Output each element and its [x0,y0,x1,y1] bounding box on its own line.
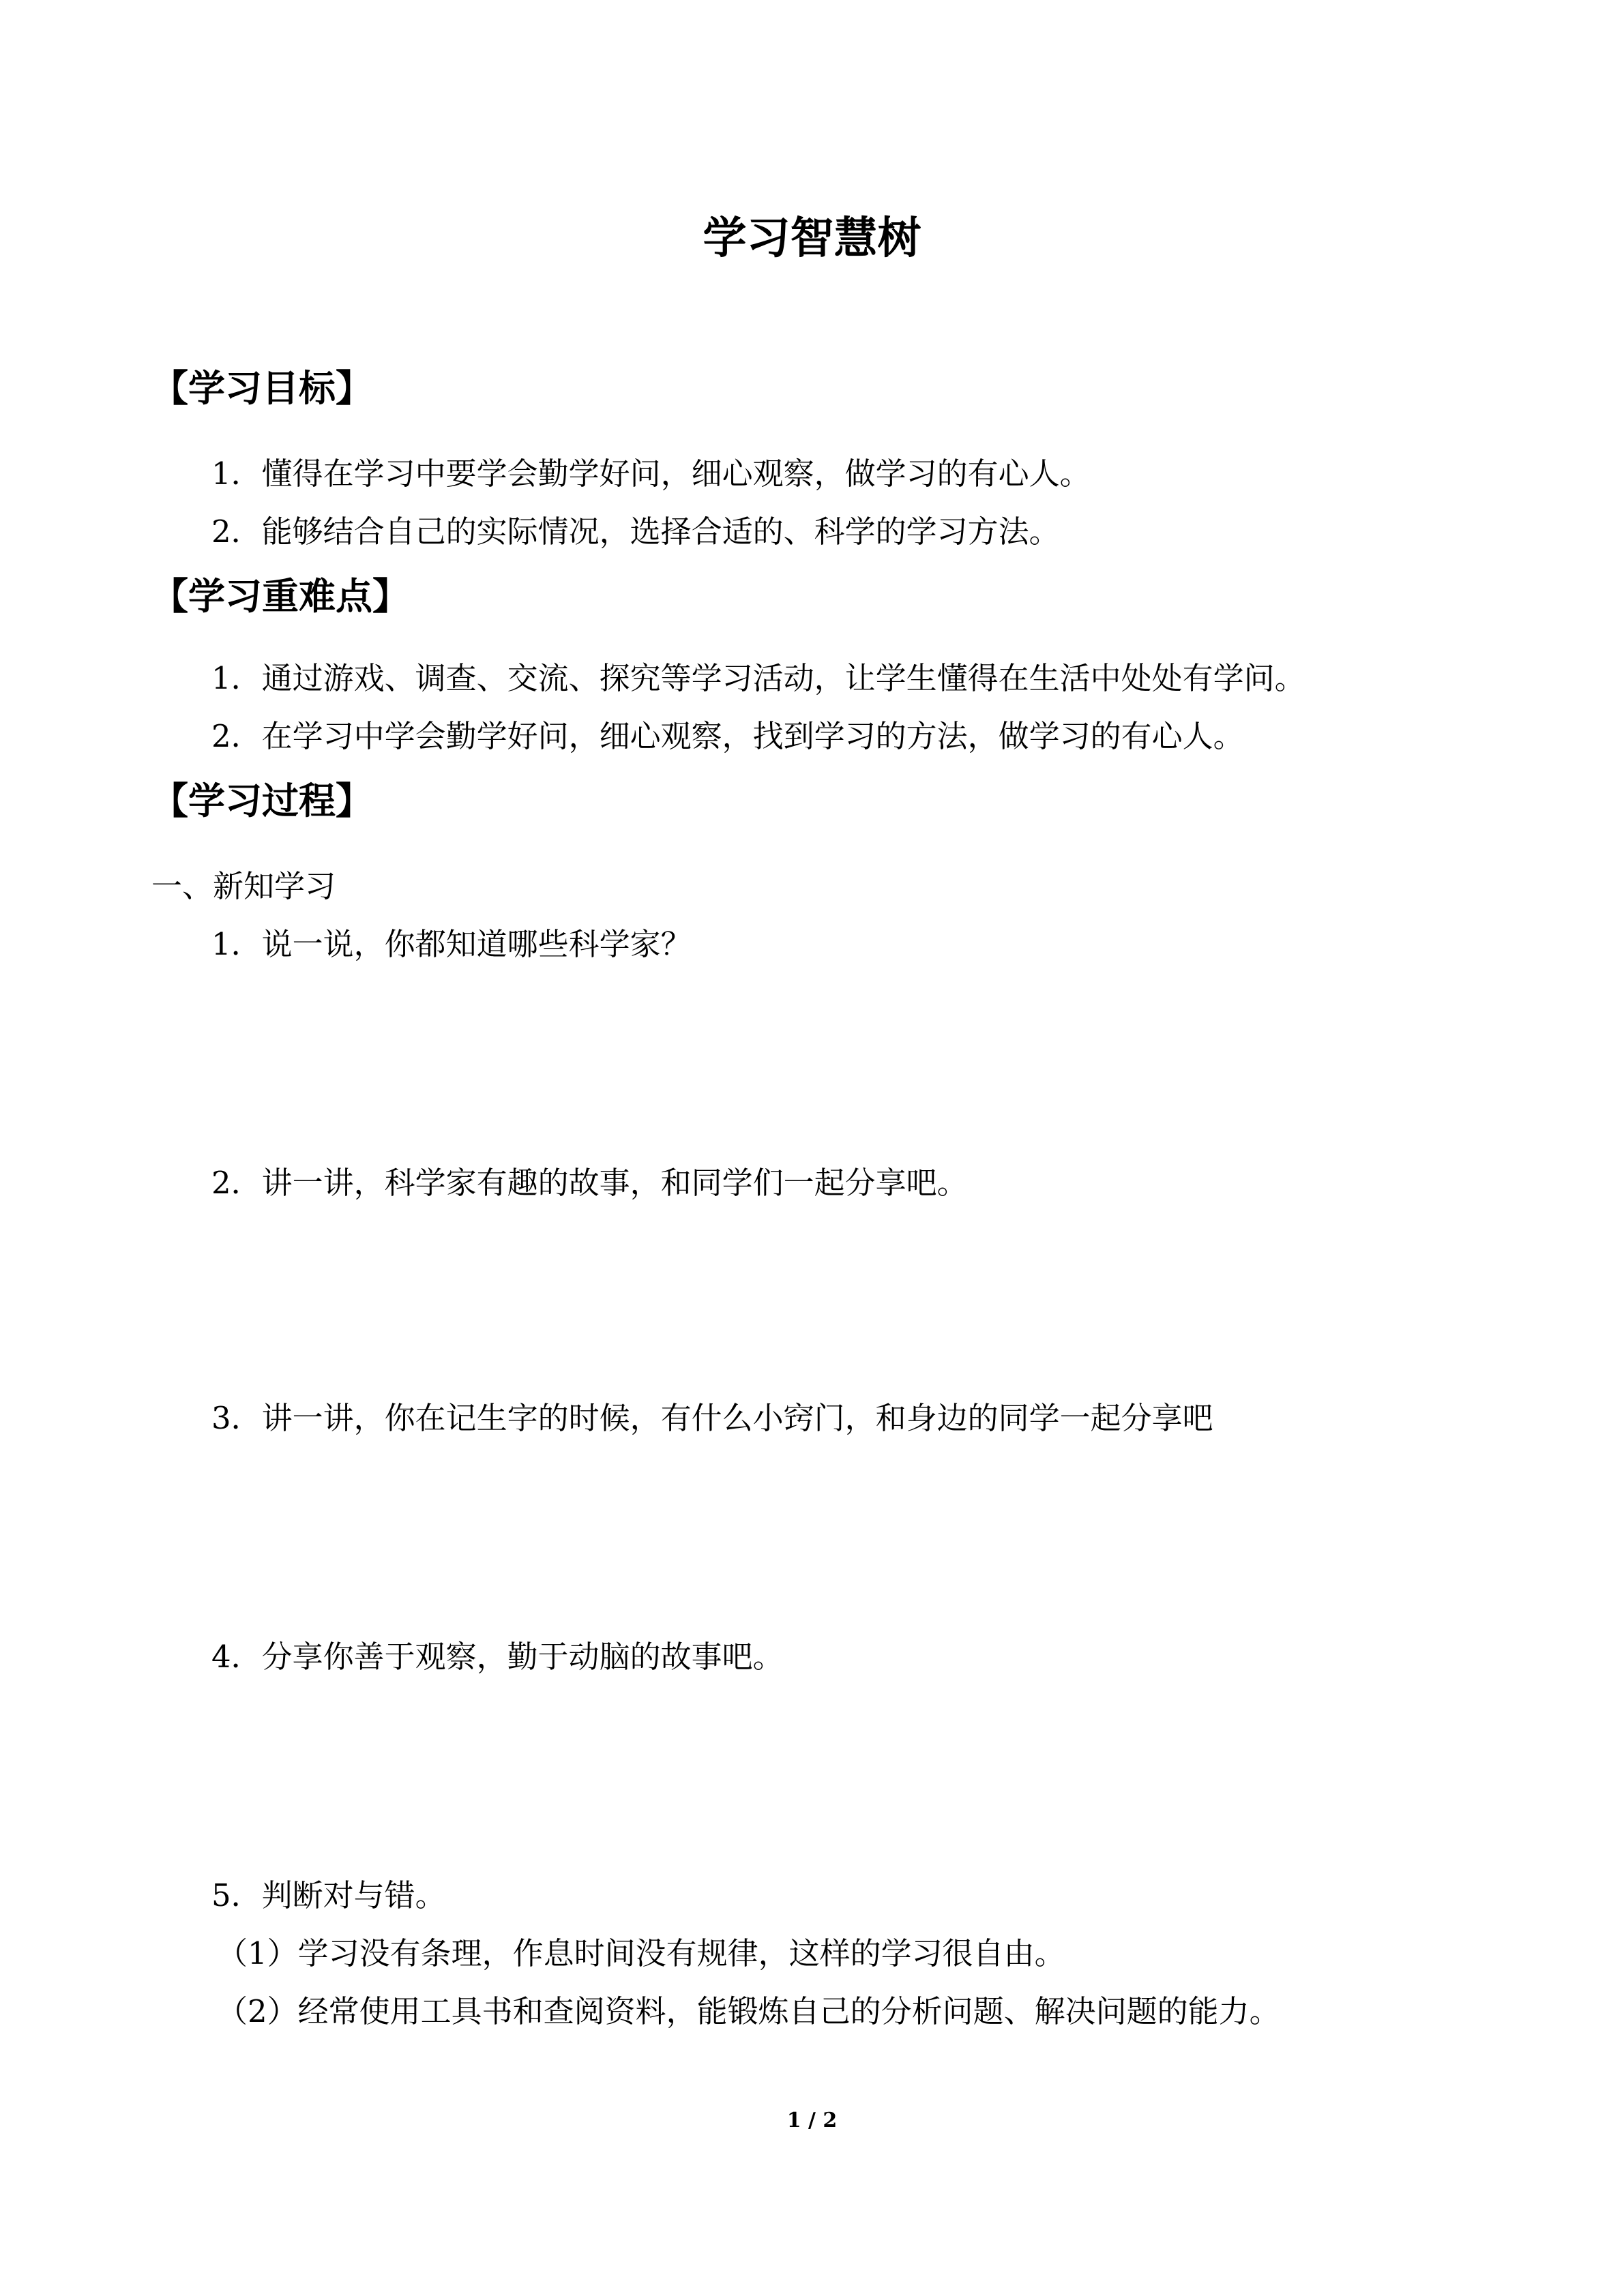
question-item: 1．说一说，你都知道哪些科学家？ [211,926,692,962]
section-heading-objectives: 【学习目标】 [151,367,372,410]
judgement-sub-item: （1）学习没有条理，作息时间没有规律，这样的学习很自由。 [217,1935,1065,1971]
page-title: 学习智慧树 [703,213,921,264]
objective-item: 1．懂得在学习中要学会勤学好问，细心观察，做学习的有心人。 [211,456,1091,492]
question-item: 4．分享你善于观察，勤于动脑的故事吧。 [211,1639,784,1675]
part-title: 一、新知学习 [151,868,336,904]
key-point-item: 1．通过游戏、调查、交流、探究等学习活动，让学生懂得在生活中处处有学问。 [211,660,1305,696]
question-item: 3．讲一讲，你在记生字的时候，有什么小窍门，和身边的同学一起分享吧 [211,1400,1213,1436]
objective-item: 2．能够结合自己的实际情况，选择合适的、科学的学习方法。 [211,513,1060,550]
page-number: 1 / 2 [786,2108,838,2132]
key-point-item: 2．在学习中学会勤学好问，细心观察，找到学习的方法，做学习的有心人。 [211,718,1244,754]
judgement-sub-item: （2）经常使用工具书和查阅资料，能锻炼自己的分析问题、解决问题的能力。 [217,1993,1280,2029]
question-item: 5．判断对与错。 [211,1877,446,1913]
section-heading-process: 【学习过程】 [151,779,372,822]
question-item: 2．讲一讲，科学家有趣的故事，和同学们一起分享吧。 [211,1165,968,1201]
section-heading-key-points: 【学习重难点】 [151,575,409,618]
